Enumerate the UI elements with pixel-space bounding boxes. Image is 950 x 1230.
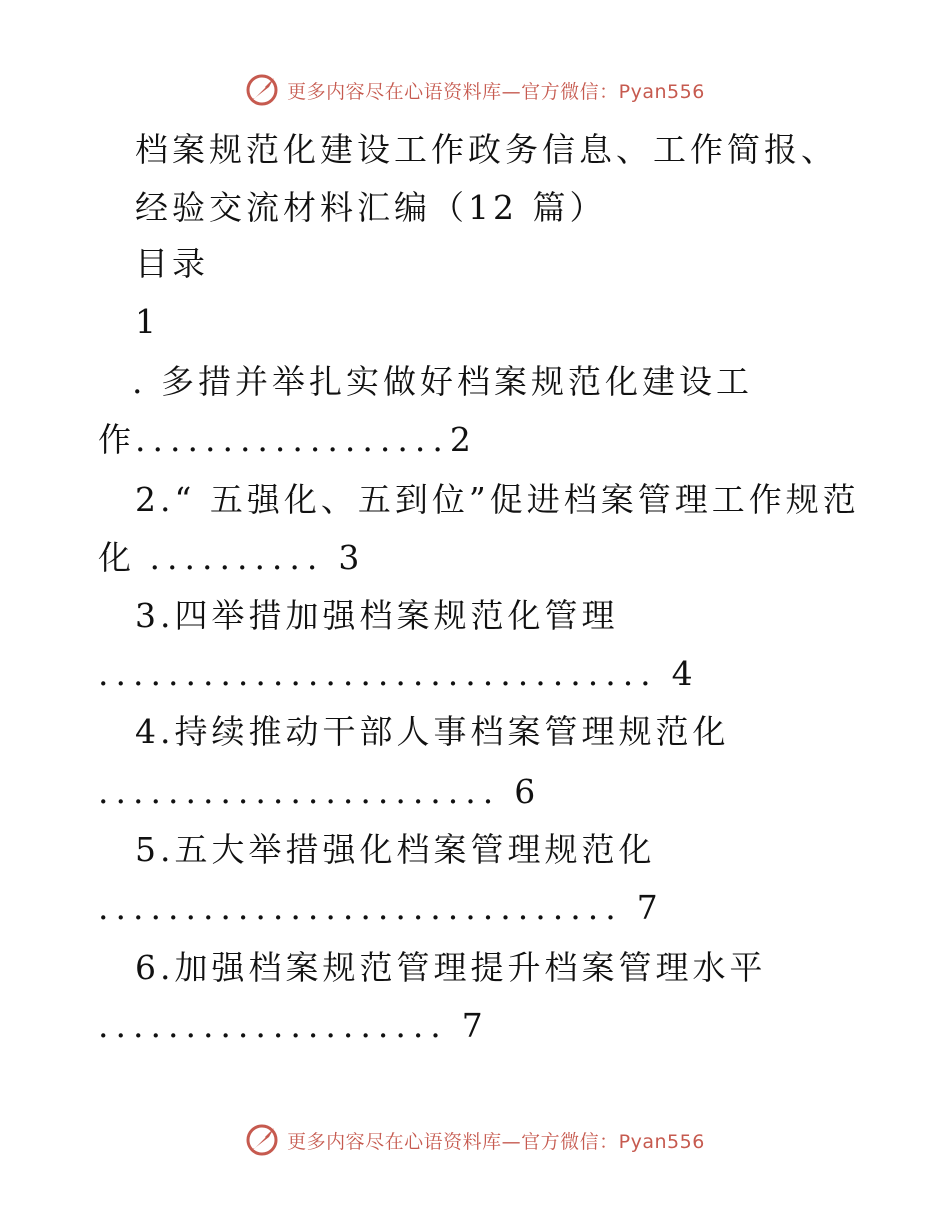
- toc-entry-2-continuation: [98, 538, 363, 578]
- feather-logo-icon: [245, 73, 279, 107]
- toc-entry-3-title: 四举措加强档案规范化管理: [174, 596, 619, 635]
- toc-entry-3-number: 3.: [135, 596, 175, 635]
- toc-entry-2-page: 3: [338, 538, 364, 577]
- toc-entry-3-continuation: [98, 654, 697, 694]
- toc-entry-6-title: 加强档案规范管理提升档案管理水平: [174, 948, 767, 987]
- toc-entry-4-page: 6: [514, 772, 540, 811]
- toc-entry-1-number: 1: [135, 302, 160, 341]
- banner-text: 更多内容尽在心语资料库—官方微信：Pyan556: [287, 80, 705, 103]
- toc-entry-1-page: 2: [449, 420, 475, 459]
- toc-entry-2-leader: ..........: [149, 538, 325, 577]
- toc-entry-6-title-line: [135, 948, 767, 988]
- toc-entry-3-leader: ................................: [98, 654, 658, 693]
- toc-entry-1-continuation: [98, 420, 475, 460]
- toc-entry-5-title-line: [135, 830, 656, 870]
- toc-entry-2-number: 2.: [135, 480, 175, 519]
- toc-entry-6-page: 7: [461, 1006, 487, 1045]
- toc-entry-5-number: 5.: [135, 830, 175, 869]
- toc-entry-2-title: “ 五强化、五到位”促进档案管理工作规范: [174, 480, 860, 519]
- toc-entry-5-title: 五大举措强化档案管理规范化: [174, 830, 656, 869]
- banner-text: 更多内容尽在心语资料库—官方微信：Pyan556: [287, 1130, 705, 1153]
- toc-entry-1-title: . 多措并举扎实做好档案规范化建设工: [132, 362, 753, 401]
- toc-entry-5-continuation: [98, 888, 662, 928]
- toc-heading: 目录: [135, 244, 209, 283]
- toc-entry-3-title-line: [135, 596, 619, 636]
- toc-entry-3-page: 4: [671, 654, 697, 693]
- toc-entry-2-title-line: [135, 480, 860, 520]
- toc-entry-1-title-end: 作: [98, 420, 135, 459]
- toc-entry-6-continuation: [98, 1006, 487, 1046]
- toc-entry-5-page: 7: [636, 888, 662, 927]
- toc-entry-6-number: 6.: [135, 948, 175, 987]
- toc-entry-1-leader: ..................: [135, 420, 450, 459]
- toc-entry-4-leader: .......................: [98, 772, 501, 811]
- toc-entry-4-title-line: [135, 712, 730, 752]
- toc-entry-4-continuation: [98, 772, 539, 812]
- toc-entry-6-leader: ....................: [98, 1006, 448, 1045]
- header-banner: [0, 70, 950, 110]
- feather-logo-icon: [245, 1123, 279, 1157]
- toc-entry-4-number: 4.: [135, 712, 175, 751]
- toc-entry-4-title: 持续推动干部人事档案管理规范化: [174, 712, 730, 751]
- doc-title-line-1: 档案规范化建设工作政务信息、工作简报、: [135, 130, 838, 169]
- footer-banner: [0, 1120, 950, 1160]
- doc-title-line-2: 经验交流材料汇编（12 篇）: [135, 188, 607, 227]
- toc-entry-5-leader: ..............................: [98, 888, 623, 927]
- toc-entry-2-title-end: 化: [98, 538, 135, 577]
